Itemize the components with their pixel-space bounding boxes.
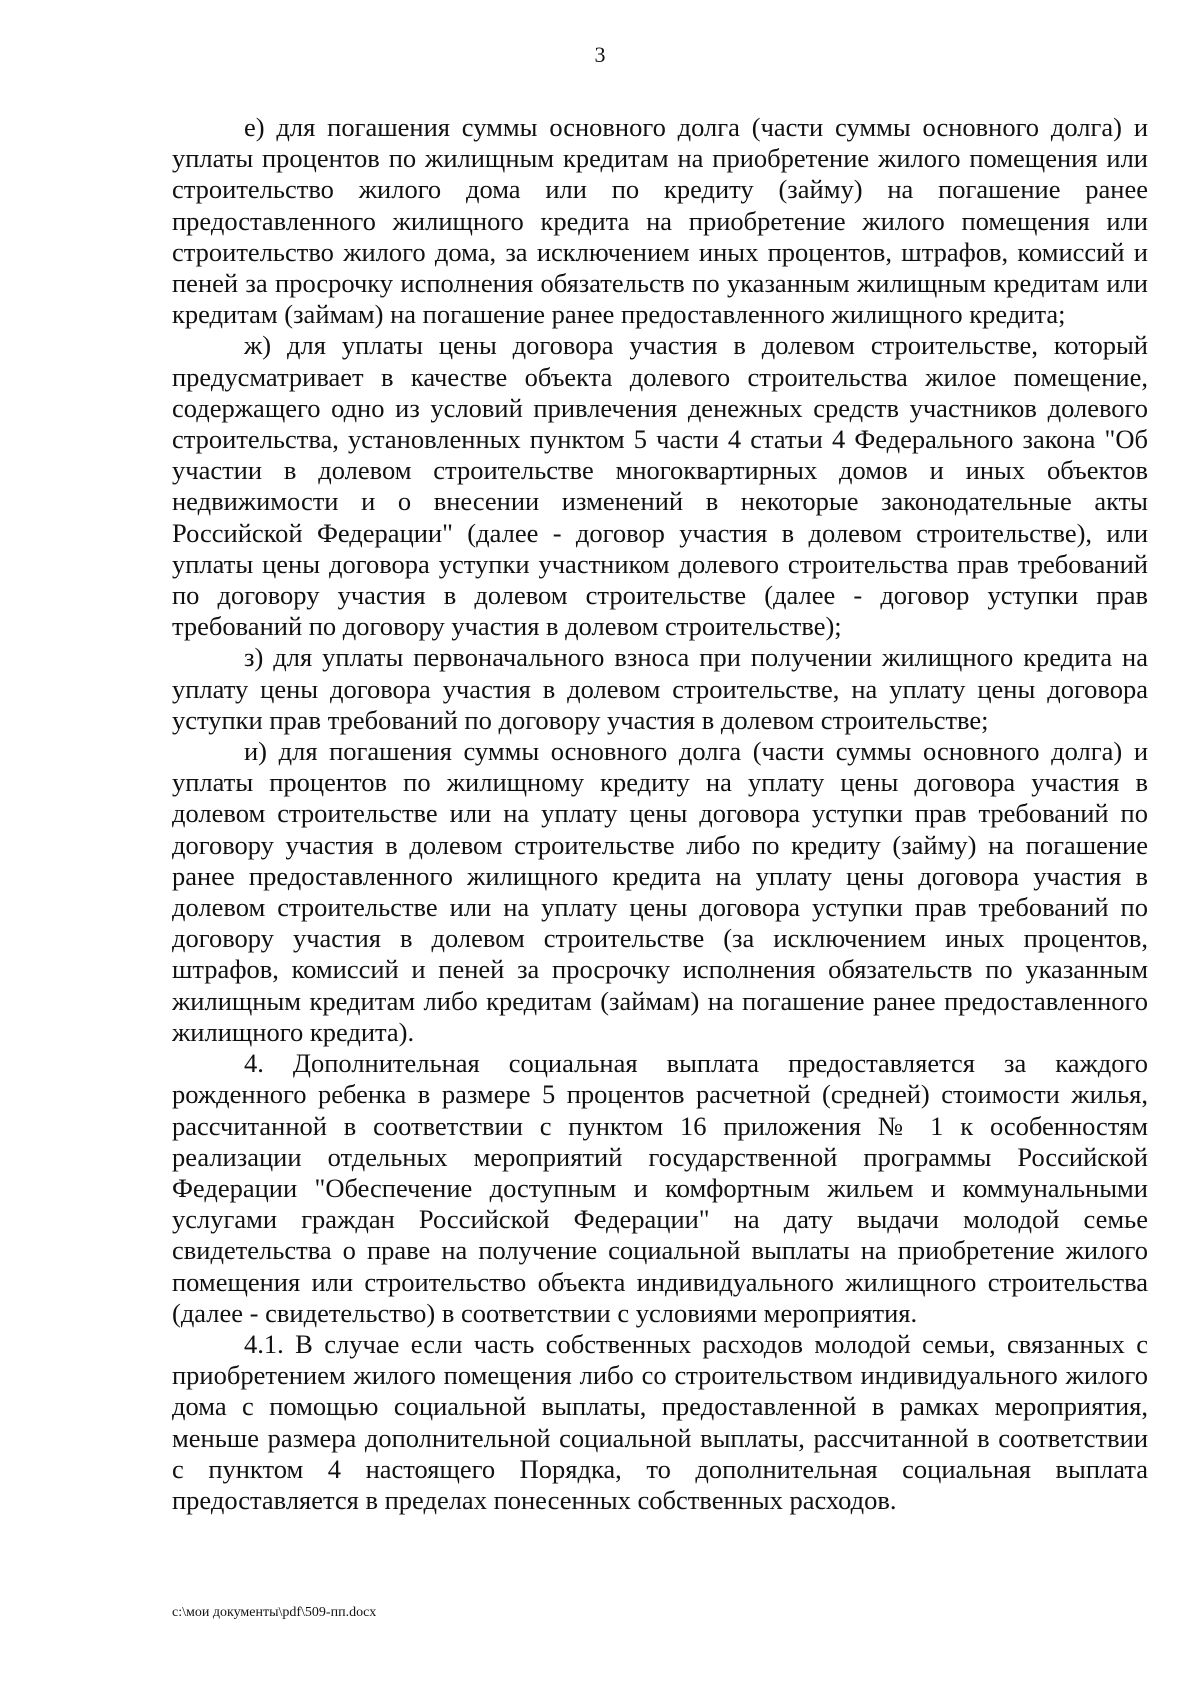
- paragraph-i: и) для погашения суммы основного долга (части суммы основного долга) и уплаты процентов по жилищному кредиту на уплату цены договора участия в долевом строительстве или на уплату цены договора уступки прав требований по договору участия в долевом строительстве либо по кредиту (займу) на погашение ранее предоставленного жилищного кредита на уплату цены договора участия в долевом строительстве или на уплату цены договора уступки прав требований по договору участия в долевом строительстве (за исключением иных процентов, штрафов, комиссий и пеней за просрочку исполнения обязательств по указанным жилищным кредитам либо кредитам (займам) на погашение ранее предоставленного жилищного кредита).: [172, 736, 1148, 1047]
- paragraph-e: е) для погашения суммы основного долга (части суммы основного долга) и уплаты процентов по жилищным кредитам на приобретение жилого помещения или строительство жилого дома или по кредиту (займу) на погашение ранее предоставленного жилищного кредита на приобретение жилого помещения или строительство жилого дома, за исключением иных процентов, штрафов, комиссий и пеней за просрочку исполнения обязательств по указанным жилищным кредитам или кредитам (займам) на погашение ранее предоставленного жилищного кредита;: [172, 112, 1148, 330]
- paragraph-z: з) для уплаты первоначального взноса при получении жилищного кредита на уплату цены договора участия в долевом строительстве, на уплату цены договора уступки прав требований по договору участия в долевом строительстве;: [172, 642, 1148, 735]
- document-body: [172, 112, 1148, 1516]
- paragraph-4: 4. Дополнительная социальная выплата предоставляется за каждого рожденного ребенка в размере 5 процентов расчетной (средней) стоимости жилья, рассчитанной в соответствии с пунктом 16 приложения № 1 к особенностям реализации отдельных мероприятий государственной программы Российской Федерации "Обеспечение доступным и комфортным жильем и коммунальными услугами граждан Российской Федерации" на дату выдачи молодой семье свидетельства о праве на получение социальной выплаты на приобретение жилого помещения или строительство объекта индивидуального жилищного строительства (далее - свидетельство) в соответствии с условиями мероприятия.: [172, 1048, 1148, 1328]
- page-number: 3: [594, 42, 606, 67]
- paragraph-zh: ж) для уплаты цены договора участия в долевом строительстве, который предусматривает в качестве объекта долевого строительства жилое помещение, содержащего одно из условий привлечения денежных средств участников долевого строительства, установленных пунктом 5 части 4 статьи 4 Федерального закона "Об участии в долевом строительстве многоквартирных домов и иных объектов недвижимости и о внесении изменений в некоторые законодательные акты Российской Федерации" (далее - договор участия в долевом строительстве), или уплаты цены договора уступки участником долевого строительства прав требований по договору участия в долевом строительстве (далее - договор уступки прав требований по договору участия в долевом строительстве);: [172, 330, 1148, 642]
- footer-file-path: c:\мои документы\pdf\509-пп.docx: [172, 1605, 377, 1620]
- paragraph-4-1: 4.1. В случае если часть собственных расходов молодой семьи, связанных с приобретением жилого помещения либо со строительством индивидуального жилого дома с помощью социальной выплаты, предоставленной в рамках мероприятия, меньше размера дополнительной социальной выплаты, рассчитанной в соответствии с пунктом 4 настоящего Порядка, то дополнительная социальная выплата предоставляется в пределах понесенных собственных расходов.: [172, 1328, 1148, 1515]
